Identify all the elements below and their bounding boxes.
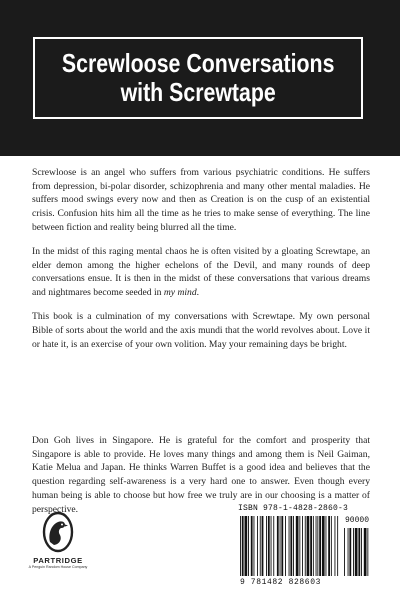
isbn-barcode	[234, 504, 374, 590]
description-emphasis: my mind	[163, 287, 197, 299]
publisher-logo	[26, 508, 90, 586]
description-paragraph-1: Screwloose is an angel who suffers from various psychiatric conditions. He suffers from depression, bi-polar disorder, schizophrenia and many other mental maladies. He suffers mood swings every now and then as Creation is on the cusp of an existential crisis. Confusion hits him all the time as he tries to make sense of everything. The line between fiction and reality being blurred all the time.	[32, 167, 370, 233]
partridge-bird-icon	[38, 508, 78, 554]
barcode-main-digits: 9 781482 828603	[240, 578, 322, 587]
publisher-name: PARTRIDGE	[33, 556, 83, 565]
description-paragraph-2-text: In the midst of this raging mental chaos he is often visited by a gloating Screwtape, an elder demon among the higher echelons of the Devil, and many rounds of deep conversations ensue. It is then in the midst of these conversations that various dreams and nightmares become seeded in	[32, 246, 370, 299]
description-paragraph-3: This book is a culmination of my conversations with Screwtape. My own personal Bible of sorts about the world and the axis mundi that the world revolves about. Love it or hate it, is an exercise of your own volition. May your remaining days be bright.	[32, 311, 370, 350]
title-frame	[33, 37, 363, 119]
book-title-line-1: Screwloose Conversations	[61, 48, 335, 78]
publisher-tagline: A Penguin Random House Company	[28, 565, 88, 569]
author-bio-text: Don Goh lives in Singapore. He is grateful for the comfort and prosperity that Singapore is able to provide. He loves many things and among them is Neil Gaiman, Katie Melua and Japan. He thinks Warren Buffet is a good idea and believes that the question regarding self-awareness is a very hard one to answer. Even though every human being is able to choose but how free we truly are in our choosing is a matter of perspective.	[32, 435, 370, 515]
book-description	[32, 166, 370, 362]
description-paragraph-2	[32, 245, 370, 300]
cover-header-band	[0, 0, 400, 156]
book-title-line-2: with Screwtape	[120, 77, 276, 107]
barcode-addon-digits: 90000	[345, 516, 370, 525]
barcode-bars	[234, 516, 374, 580]
isbn-label: ISBN 978-1-4828-2860-3	[238, 504, 349, 513]
book-title	[62, 49, 335, 107]
description-paragraph-2-end: .	[196, 287, 200, 299]
